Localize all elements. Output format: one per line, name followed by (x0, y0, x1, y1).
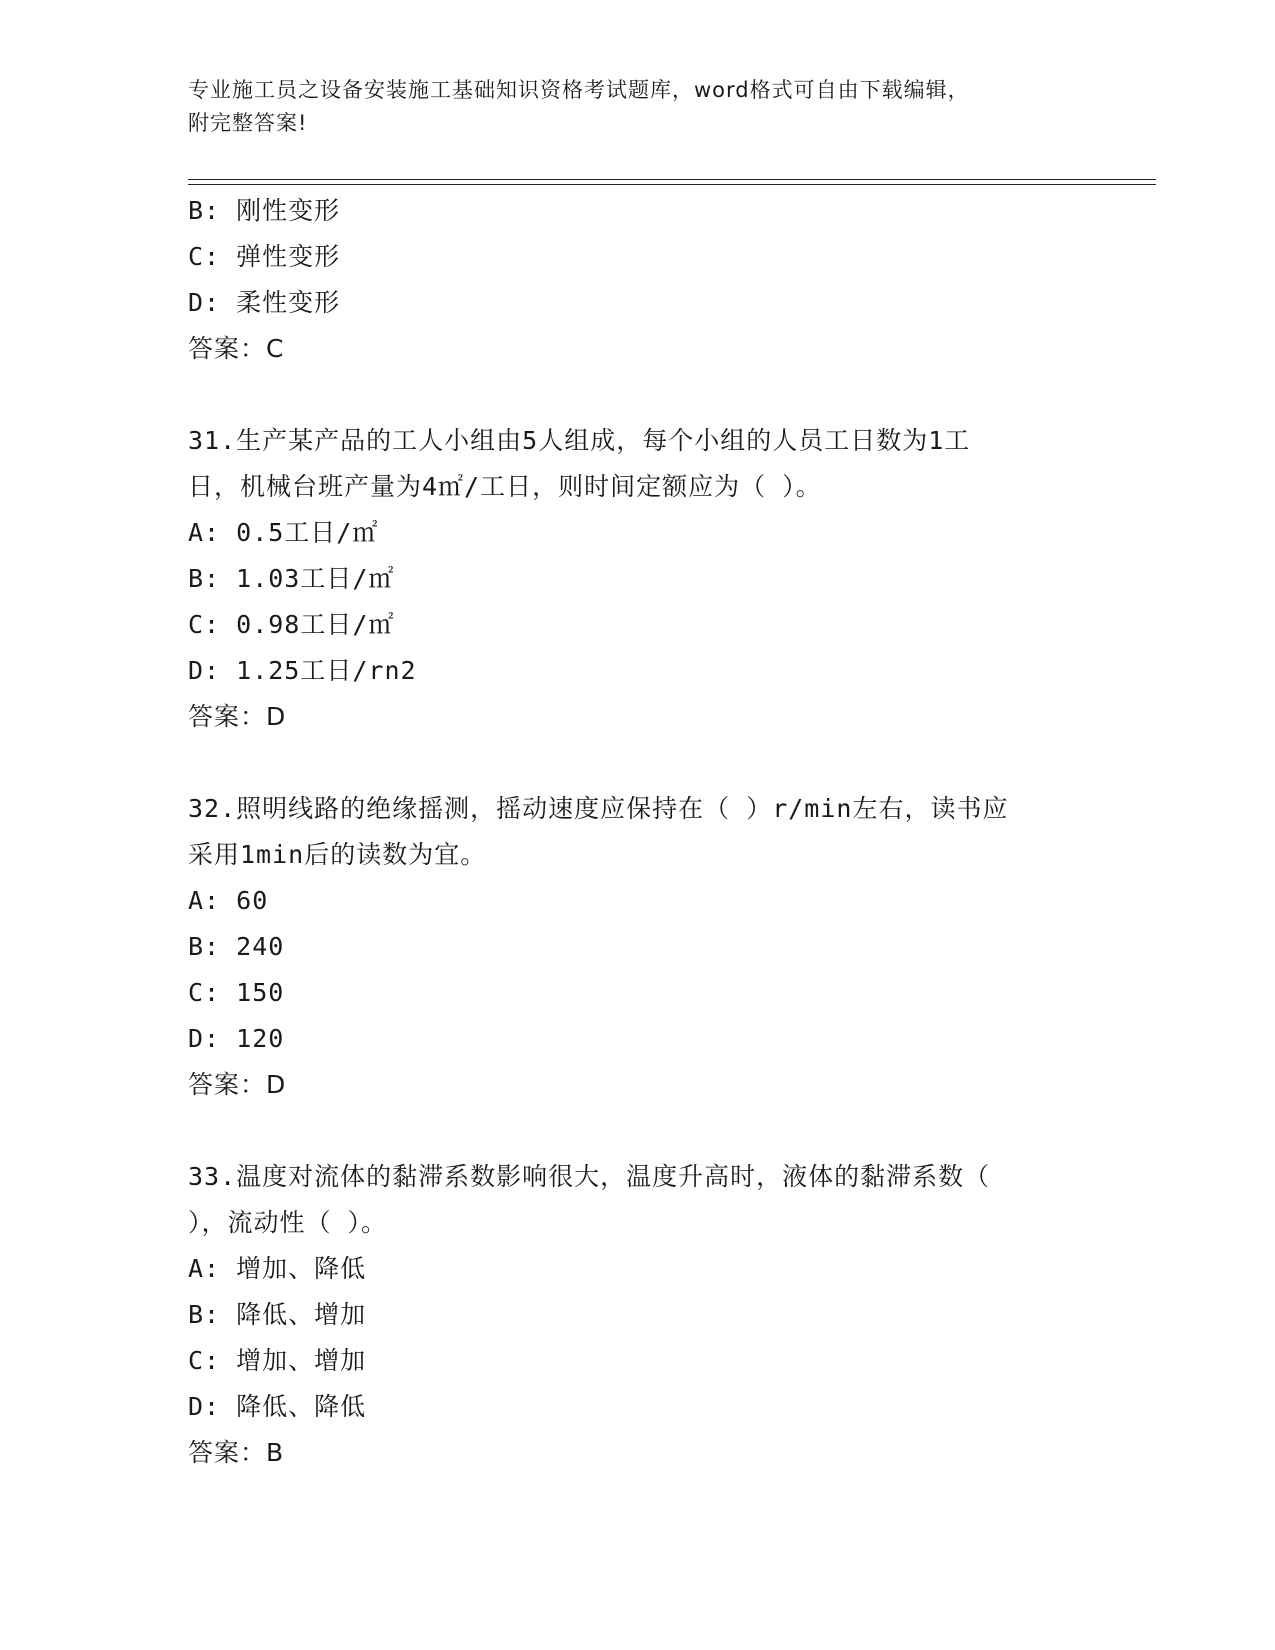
answer-line: 答案：D (188, 702, 287, 731)
option-c: C: 弹性变形 (188, 242, 341, 271)
option-b: B: 240 (188, 932, 285, 961)
option-a: A: 60 (188, 886, 269, 915)
question-block-33 (188, 1154, 1168, 1476)
option-c: C: 增加、增加 (188, 1346, 367, 1375)
option-c: C: 0.98工日/㎡ (188, 610, 395, 639)
answer-line: 答案：D (188, 1070, 287, 1099)
question-line: 31.生产某产品的工人小组由5人组成，每个小组的人员工日数为1工 (188, 426, 971, 455)
question-line: 采用1min后的读数为宜。 (188, 840, 487, 869)
option-d: D: 1.25工日/rn2 (188, 656, 417, 685)
question-stem (188, 786, 1088, 878)
question-block-32 (188, 786, 1168, 1108)
question-content (188, 188, 1168, 1476)
question-line: 32.照明线路的绝缘摇测，摇动速度应保持在（ ）r/min左右，读书应 (188, 794, 1009, 823)
option-c: C: 150 (188, 978, 285, 1007)
header-line-2: 附完整答案! (188, 111, 308, 135)
question-stem (188, 1154, 1088, 1246)
option-b: B: 1.03工日/㎡ (188, 564, 395, 593)
header-line-1: 专业施工员之设备安装施工基础知识资格考试题库，word格式可自由下载编辑， (188, 78, 970, 102)
prev-question-block (188, 188, 1168, 372)
question-stem (188, 418, 1088, 510)
question-line: ），流动性（ ）。 (188, 1208, 388, 1237)
option-b: B: 刚性变形 (188, 196, 341, 225)
option-d: D: 120 (188, 1024, 285, 1053)
option-a: A: 0.5工日/㎡ (188, 518, 379, 547)
answer-line: 答案：C (188, 334, 285, 363)
option-d: D: 柔性变形 (188, 288, 341, 317)
header-divider-bottom (188, 184, 1156, 185)
question-block-31 (188, 418, 1168, 740)
option-a: A: 增加、降低 (188, 1254, 367, 1283)
question-line: 33.温度对流体的黏滞系数影响很大，温度升高时，液体的黏滞系数（ (188, 1162, 991, 1191)
option-d: D: 降低、降低 (188, 1392, 367, 1421)
question-line: 日，机械台班产量为4㎡/工日，则时间定额应为（ ）。 (188, 472, 822, 501)
option-b: B: 降低、增加 (188, 1300, 367, 1329)
header-divider-top (188, 179, 1156, 180)
answer-line: 答案：B (188, 1438, 285, 1467)
page-header (188, 74, 1088, 140)
